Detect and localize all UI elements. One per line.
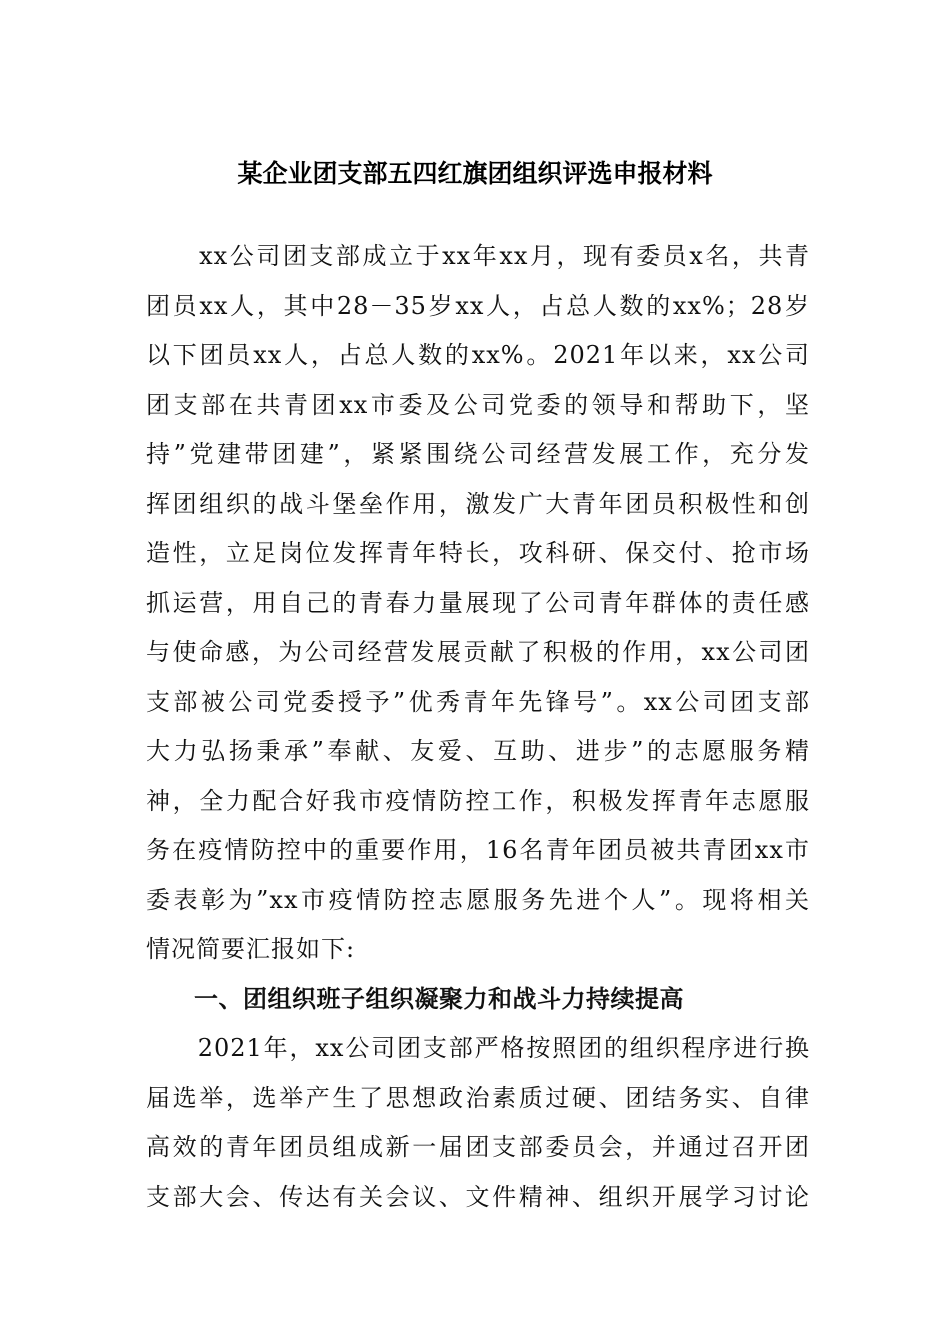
document-title: 某企业团支部五四红旗团组织评选申报材料 [237,159,713,188]
text-line: 大力弘扬秉承”奉献、友爱、互助、进步”的志愿服务精 [146,737,810,765]
text-line: 神，全力配合好我市疫情防控工作，积极发挥青年志愿服 [146,786,810,815]
text-line: 持”党建带团建”，紧紧围绕公司经营发展工作，充分发 [146,440,810,468]
text-line: 委表彰为”xx市疫情防控志愿服务先进个人”。现将相关 [146,885,810,914]
text-line: 2021年，xx公司团支部严格按照团的组织程序进行换 [146,1034,810,1062]
text-line: xx公司团支部成立于xx年xx月，现有委员x名，共青 [146,242,810,270]
section-heading: 一、团组织班子组织凝聚力和战斗力持续提高 [194,984,684,1013]
text-line: 抓运营，用自己的青春力量展现了公司青年群体的责任感 [146,588,810,617]
text-line: 团支部在共青团xx市委及公司党委的领导和帮助下，坚 [146,390,810,419]
text-line: 团员xx人，其中28－35岁xx人，占总人数的xx%；28岁 [146,291,810,320]
document-body [146,232,810,1222]
text-line: 以下团员xx人，占总人数的xx%。2021年以来，xx公司 [146,341,810,369]
paragraph-section-1 [146,1024,810,1222]
text-line: 挥团组织的战斗堡垒作用，激发广大青年团员积极性和创 [146,489,810,518]
text-line: 支部大会、传达有关会议、文件精神、组织开展学习讨论 [146,1182,810,1211]
paragraph-intro [146,232,810,975]
text-line: 务在疫情防控中的重要作用，16名青年团员被共青团xx市 [146,836,810,864]
text-line: 支部被公司党委授予”优秀青年先锋号”。xx公司团支部 [146,687,810,716]
text-line: 届选举，选举产生了思想政治素质过硬、团结务实、自律 [146,1083,810,1112]
text-line: 高效的青年团员组成新一届团支部委员会，并通过召开团 [146,1133,810,1161]
text-line: 情况简要汇报如下: [146,935,356,963]
text-line: 与使命感，为公司经营发展贡献了积极的作用，xx公司团 [146,638,810,666]
text-line: 造性，立足岗位发挥青年特长，攻科研、保交付、抢市场 [146,539,810,567]
